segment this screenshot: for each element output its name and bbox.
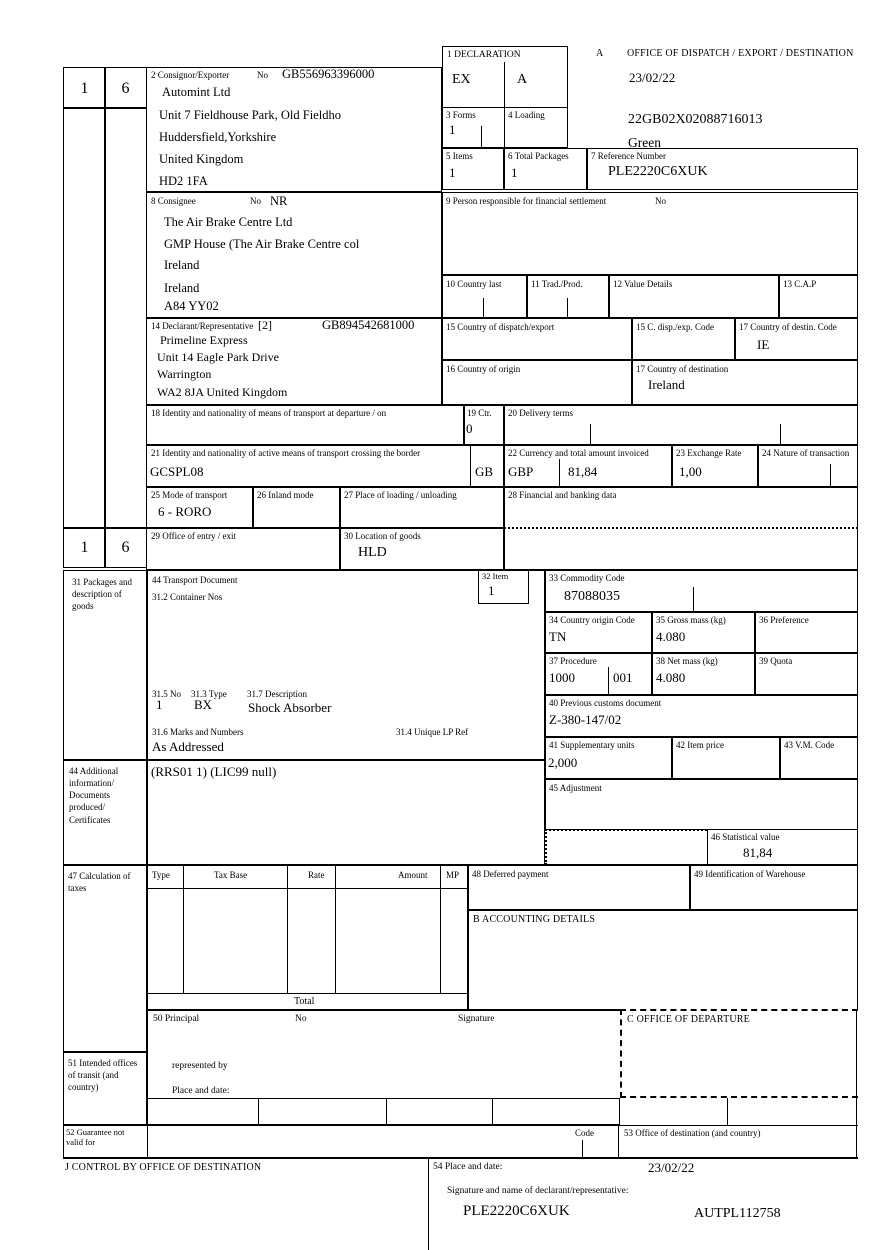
dotted-divider [545, 829, 707, 831]
box-2-line: Automint Ltd [162, 85, 231, 99]
box-2-line: HD2 1FA [159, 174, 208, 188]
box-11-label: 11 Trad./Prod. [531, 279, 583, 289]
box-52-label: 52 Guarantee not valid for [66, 1127, 125, 1148]
box-23-label: 23 Exchange Rate [676, 448, 742, 458]
box-2-eori: GB556963396000 [282, 67, 375, 81]
box-34-value: TN [549, 629, 567, 644]
box-27-label: 27 Place of loading / unloading [344, 490, 457, 500]
box-2-line: Huddersfield,Yorkshire [159, 130, 277, 144]
tax-col-rate: Rate [308, 870, 325, 880]
box-44-label: 44 Additional information/ Documents produced/ Certificates [69, 766, 119, 825]
divider [504, 62, 505, 148]
box-44-transport-doc-label: 44 Transport Document [152, 575, 238, 585]
box-50-signature-label: Signature [458, 1014, 495, 1024]
tick [590, 424, 591, 445]
box-10-label: 10 Country last [446, 279, 502, 289]
margin-copy-number: 1 [80, 539, 89, 556]
box-2-line: Unit 7 Fieldhouse Park, Old Fieldho [159, 108, 341, 122]
table-header-divider [146, 888, 468, 889]
box-31-6-label: 31.6 Marks and Numbers [152, 727, 244, 737]
box-17a-label: 17 Country of destin. Code [739, 322, 837, 332]
box-53-label: 53 Office of destination (and country) [624, 1128, 761, 1138]
box-8-no-value: NR [270, 194, 288, 208]
divider [618, 1125, 619, 1158]
box-31-7-value: Shock Absorber [248, 700, 332, 715]
tax-col-mp: MP [446, 870, 460, 880]
margin-cell [63, 528, 106, 568]
tick [483, 298, 484, 318]
box-8-line: GMP House (The Air Brake Centre col [164, 237, 360, 251]
tick [582, 1140, 583, 1158]
box-3-value: 1 [449, 122, 456, 137]
box-26-label: 26 Inland mode [257, 490, 314, 500]
box-33-label: 33 Commodity Code [549, 573, 625, 583]
box-33-value: 87088035 [564, 589, 620, 604]
box-31-5-value: 1 [156, 697, 163, 712]
declaration-type: EX [452, 72, 471, 87]
transit-cell-divider [727, 1098, 728, 1125]
box-50-place-date: Place and date: [172, 1086, 230, 1096]
box-8-line: Ireland [164, 258, 200, 272]
box-4-label: 4 Loading [508, 110, 545, 120]
box-14-line: Primeline Express [160, 333, 248, 347]
margin-copy-number: 1 [80, 80, 89, 97]
table-column-divider [287, 865, 288, 993]
box-40-value: Z-380-147/02 [549, 712, 622, 727]
box-22-label: 22 Currency and total amount invoiced [508, 448, 649, 458]
declaration-subtype: A [517, 72, 528, 87]
box-31-7-label: 31.7 Description [247, 689, 307, 699]
section-divider [146, 1009, 620, 1011]
table-column-divider [440, 865, 441, 993]
box-50-label: 50 Principal [153, 1014, 200, 1024]
box-25-label: 25 Mode of transport [151, 490, 228, 500]
box-37-label: 37 Procedure [549, 656, 597, 666]
box-48-label: 48 Deferred payment [472, 869, 549, 879]
box-31-3-label: 31.3 Type [191, 689, 227, 699]
box-17-label: 17 Country of destination [636, 364, 729, 374]
tick [567, 298, 568, 318]
box-50-no-label: No [295, 1014, 307, 1024]
box-1-label: 1 DECLARATION [447, 50, 521, 60]
box-54-auth: AUTPL112758 [694, 1206, 781, 1221]
divider [442, 107, 568, 108]
box-42-label: 42 Item price [676, 740, 724, 750]
box-14-label: 14 Declarant/Representative [151, 321, 254, 331]
box-c-label: C OFFICE OF DEPARTURE [627, 1014, 750, 1025]
box-7-value: PLE2220C6XUK [608, 164, 708, 179]
divider [470, 445, 471, 487]
box-32-value: 1 [488, 583, 495, 598]
box-8-line: Ireland [164, 281, 200, 295]
box-8-label: 8 Consignee [151, 196, 196, 206]
box-31-3-value: BX [194, 697, 213, 712]
box-17-value: Ireland [648, 377, 685, 392]
box-2-label: 2 Consignor/Exporter [151, 70, 230, 80]
box-8-line: The Air Brake Centre Ltd [164, 215, 293, 229]
box-6-label: 6 Total Packages [508, 151, 569, 161]
box-13-label: 13 C.A.P [783, 279, 817, 289]
form-right-border [856, 1010, 857, 1158]
box-36-label: 36 Preference [759, 615, 809, 625]
tick [608, 667, 609, 695]
box-39-label: 39 Quota [759, 656, 793, 666]
office-a-mrn: 22GB02X02088716013 [628, 112, 763, 127]
box-b-accounting [468, 910, 858, 1010]
box-38-value: 4.080 [656, 670, 686, 685]
box-9-label: 9 Person responsible for financial settlement [446, 196, 607, 206]
divider [428, 1158, 429, 1250]
box-54-signature-label: Signature and name of declarant/representative: [447, 1186, 629, 1196]
box-21-value: GCSPL08 [150, 464, 204, 479]
box-15a-label: 15 C. disp./exp. Code [636, 322, 714, 332]
box-28-label: 28 Financial and banking data [508, 490, 617, 500]
box-19-value: 0 [466, 421, 473, 436]
box-54-date: 23/02/22 [648, 1160, 695, 1175]
tax-col-taxbase: Tax Base [214, 870, 248, 880]
box-30-label: 30 Location of goods [344, 531, 421, 541]
box-30-value: HLD [358, 545, 387, 560]
box-38-label: 38 Net mass (kg) [656, 656, 718, 666]
box-37-value2: 001 [613, 670, 633, 685]
box-14-line: Warrington [157, 367, 212, 381]
table-column-divider [335, 865, 336, 993]
box-31-4-label: 31.4 Unique LP Ref [396, 727, 469, 737]
dotted-divider [545, 829, 547, 865]
box-2-line: United Kingdom [159, 152, 244, 166]
box-22-currency: GBP [508, 464, 534, 479]
section-divider [63, 1157, 858, 1159]
box-2-no-label: No [257, 70, 268, 80]
box-21-label: 21 Identity and nationality of active means of transport crossing the border [151, 448, 421, 458]
tick [693, 587, 694, 612]
box-19-label: 19 Ctr. [467, 408, 492, 418]
table-column-divider [183, 865, 184, 993]
margin-cell [63, 108, 106, 528]
box-8-no-label: No [250, 196, 261, 206]
box-3-label: 3 Forms [446, 110, 476, 120]
transit-cell-divider [492, 1098, 493, 1125]
margin-cell [104, 108, 147, 528]
box-6-value: 1 [511, 165, 518, 180]
box-34-label: 34 Country origin Code [549, 615, 635, 625]
box-45-label: 45 Adjustment [549, 783, 602, 793]
tick [481, 126, 482, 148]
transit-cell-divider [386, 1098, 387, 1125]
office-a-date: 23/02/22 [629, 70, 676, 85]
box-20-label: 20 Delivery terms [508, 408, 573, 418]
box-47-label: 47 Calculation of taxes [68, 871, 131, 894]
box-5-label: 5 Items [446, 151, 473, 161]
box-14-line: WA2 8JA United Kingdom [157, 385, 288, 399]
margin-cell [104, 528, 147, 568]
box-22-amount: 81,84 [568, 464, 598, 479]
dotted-divider [504, 527, 858, 529]
box-46-value: 81,84 [743, 845, 773, 860]
box-52-code-label: Code [575, 1128, 594, 1138]
box-31-6-value: As Addressed [152, 739, 224, 754]
margin-copy-number: 6 [121, 539, 130, 556]
box-5-value: 1 [449, 165, 456, 180]
box-12-label: 12 Value Details [613, 279, 673, 289]
box-1-declaration [442, 46, 568, 148]
box-35-value: 4.080 [656, 629, 686, 644]
tax-col-type: Type [152, 870, 170, 880]
box-9-no-label: No [655, 196, 666, 206]
office-a-prefix: A [596, 48, 604, 59]
box-32-label: 32 Item [482, 571, 509, 581]
office-a-title: OFFICE OF DISPATCH / EXPORT / DESTINATION [627, 48, 854, 59]
box-17a-value: IE [757, 337, 770, 352]
tax-total-label: Total [294, 996, 315, 1007]
box-41-label: 41 Supplementary units [549, 740, 635, 750]
transit-cells-row [146, 1098, 620, 1125]
box-43-label: 43 V.M. Code [784, 740, 835, 750]
box-14-rep-code: [2] [258, 318, 272, 332]
box-51-label: 51 Intended offices of transit (and country) [68, 1058, 138, 1093]
divider [559, 459, 560, 487]
box-21-nationality: GB [475, 464, 494, 479]
box-54-reference: PLE2220C6XUK [463, 1203, 570, 1219]
box-14-line: Unit 14 Eagle Park Drive [157, 350, 279, 364]
table-total-divider [146, 993, 468, 994]
box-31-5-label: 31.5 No [152, 689, 181, 699]
box-8-line: A84 YY02 [164, 299, 219, 313]
tick [830, 464, 831, 487]
box-18-label: 18 Identity and nationality of means of transport at departure / on [151, 408, 387, 418]
c-box-dashed-bottom [620, 1096, 858, 1098]
box-31-2-label: 31.2 Container Nos [152, 592, 223, 602]
box-46-label: 46 Statistical value [711, 832, 780, 842]
box-40-label: 40 Previous customs document [549, 698, 662, 708]
margin-cell [104, 67, 147, 108]
transit-cell-divider [258, 1098, 259, 1125]
box-b-label: B ACCOUNTING DETAILS [473, 914, 596, 925]
margin-copy-number: 6 [121, 80, 130, 97]
tick [780, 424, 781, 445]
margin-cell [63, 67, 106, 108]
box-54-label: 54 Place and date: [433, 1162, 503, 1172]
office-a-routing: Green [628, 135, 661, 150]
box-j-label: J CONTROL BY OFFICE OF DESTINATION [65, 1162, 262, 1173]
box-31-label: 31 Packages and description of goods [72, 577, 132, 612]
box-41-value: 2,000 [548, 755, 578, 770]
box-25-value: 6 - RORO [158, 504, 212, 519]
box-7-label: 7 Reference Number [591, 151, 666, 161]
box-47-tax-table [146, 865, 468, 1010]
box-37-value: 1000 [549, 670, 575, 685]
box-14-eori: GB894542681000 [322, 318, 415, 332]
box-35-label: 35 Gross mass (kg) [656, 615, 726, 625]
box-24-label: 24 Nature of transaction [762, 448, 850, 458]
box-49-label: 49 Identification of Warehouse [694, 869, 806, 879]
box-29-label: 29 Office of entry / exit [151, 531, 237, 541]
box-50-represented-by: represented by [172, 1061, 228, 1071]
c-box-dashed-top [620, 1009, 858, 1011]
box-15-label: 15 Country of dispatch/export [446, 322, 555, 332]
box-16-label: 16 Country of origin [446, 364, 521, 374]
box-23-value: 1,00 [679, 464, 702, 479]
box-44-value: (RRS01 1) (LIC99 null) [151, 764, 277, 779]
tax-col-amount: Amount [398, 870, 428, 880]
divider [146, 1125, 858, 1126]
c-box-dashed-left [620, 1009, 622, 1098]
